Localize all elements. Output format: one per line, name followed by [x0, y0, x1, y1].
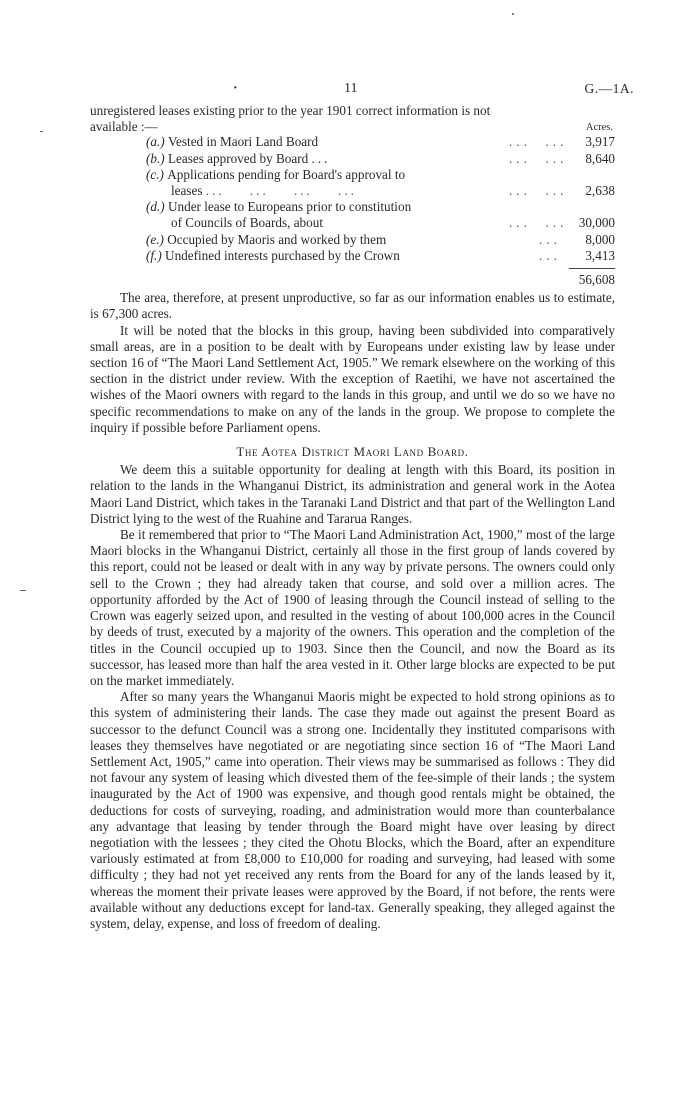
leader-dots: ... ... [509, 183, 568, 199]
list-item-label [146, 134, 509, 150]
item-value: 8,640 [585, 150, 615, 166]
list-item [146, 134, 615, 150]
item-key: (b.) [146, 150, 165, 166]
list-item [146, 232, 615, 248]
leader-dots: ... [539, 247, 561, 263]
item-key: (e.) [146, 231, 164, 247]
paragraph: It will be noted that the blocks in this group, having been subdivided into comparatively small areas, are in a position to be dealt with by Europeans under existing law by lease under section 16 of “The Maori Land Settlement Act, 1905.” We remark elsewhere on the working of this section in the district under review. With the exception of Raetihi, we have not ascertained the wishes of the Maori owners with regard to the lands in this group, and until we do so we have no specific recommendations to make on any of the lands in the group. We propose to complete the inquiry if possible before Parliament opens. [90, 322, 615, 435]
list-item-label: leases ... ... ... ... [171, 183, 357, 199]
item-value: 3,413 [585, 247, 615, 263]
list-item [146, 248, 615, 264]
item-label: Undefined interests purchased by the Crown [165, 247, 400, 263]
item-value: 8,000 [585, 231, 615, 247]
paper-speck [20, 590, 26, 591]
leader-dots: ... ... [509, 215, 568, 231]
intro-line-text: unregistered leases existing prior to the year 1901 correct information is not [90, 103, 491, 118]
acres-column-label: Acres. [585, 122, 613, 134]
leader-dots: ... [539, 231, 561, 247]
header-dot: · [233, 81, 238, 96]
list-item [146, 199, 615, 215]
paragraph: The area, therefore, at present unproductive, so far as our information enables us to estimate, is 67,300 acres. [90, 290, 615, 322]
document-reference: G.—1A. [584, 81, 634, 96]
list-item-continuation [146, 215, 615, 231]
item-key: (a.) [146, 134, 165, 150]
acreage-list [146, 134, 615, 264]
item-label: Vested in Maori Land Board [167, 134, 319, 150]
paragraph: After so many years the Whanganui Maoris might be expected to hold strong opinions as to this system of administering their lands. The case they made out against the present Board as successor to the defunct Council was a strong one. Incidentally they instituted comparisons with leases they themselves have negotiated or are negotiating since section 16 of “The Maori Land Settlement Act, 1905,” came into operation. Their views may be summarised as follows : They did not favour any system of leasing which divested them of the fee-simple of their lands ; the system inaugurated by the Act of 1900 was expensive, and though good rentals might be obtained, the deductions for costs of surveying, roading, and administration would more than counterbalance any advantage that leasing by tender through the Board might have over leasing by direct negotiation with the lessees ; they cited the Ohotu Blocks, which the Board, after an expenditure variously estimated at from £8,000 to £10,000 for roading and surveying, had leased with some difficulty ; they had not yet received any rents from the Board for any of the lands leased by it, whereas the moment their private leases were approved by the Board, if not before, the rents were available without any deductions except for land-tax. Generally speaking, they alleged against the system, delay, expense, and loss of freedom of dealing. [90, 689, 615, 931]
item-key: (d.) [146, 199, 165, 215]
section-heading: The Aotea District Maori Land Board. [236, 444, 469, 460]
paragraph: We deem this a suitable opportunity for dealing at length with this Board, its position in relation to the lands in the Whanganui District, its administration and general work in the Aotea Maori Land District, which takes in the Taranaki Land District and that part of the Wellington Land District lying to the west of the Ruahine and Tararua Ranges. [90, 462, 615, 526]
item-label-continued: of Councils of Boards, about [171, 215, 324, 231]
item-label-continued: leases [171, 183, 203, 199]
page-number: 11 [344, 81, 358, 96]
leader-dots: ... ... [509, 150, 568, 166]
item-label: Under lease to Europeans prior to constitution [167, 199, 412, 215]
body-text [90, 103, 615, 932]
item-key: (f.) [146, 247, 162, 263]
total-rule [569, 268, 615, 269]
list-item [146, 151, 615, 167]
item-label: Applications pending for Board's approval to [167, 166, 406, 182]
list-item-continuation [146, 183, 615, 199]
paper-speck [512, 13, 514, 15]
item-label: Occupied by Maoris and worked by them [167, 231, 387, 247]
item-value: 30,000 [578, 215, 615, 231]
intro-line [90, 103, 615, 119]
paper-speck [40, 131, 43, 132]
acreage-total: 56,608 [578, 272, 615, 288]
leader-dots: ... ... [509, 134, 568, 150]
intro-line-2: available :— [90, 119, 158, 135]
item-value: 3,917 [585, 134, 615, 150]
list-item-label [171, 215, 509, 231]
list-item-label [146, 167, 569, 183]
paragraph: Be it remembered that prior to “The Maori Land Administration Act, 1900,” most of the large Maori blocks in the Whanganui District, certainly all those in the first group of lands covered by this report, could not be leased or dealt with in any way by private persons. The owners could only sell to the Crown ; they had already taken that course, and sold over a million acres. The opportunity afforded by the Act of 1900 of leasing through the Council instead of selling to the Crown was eagerly seized upon, and resulted in the vesting of about 100,000 acres in the Council by deeds of trust, executed by a majority of the owners. This operation and the completion of the titles in the Council occupied up to 1903. Since then the Council, and now the Board as its successor, has leased more than half the area vested in it. Other large blocks are expected to be put on the market immediately. [90, 527, 615, 688]
list-item [146, 167, 615, 183]
item-value: 2,638 [585, 183, 615, 199]
item-label: Leases approved by Board [167, 150, 309, 166]
list-item-label [146, 232, 539, 248]
list-item-label [146, 248, 539, 264]
page-header [0, 81, 700, 99]
list-item-label [146, 199, 569, 215]
item-key: (c.) [146, 166, 164, 182]
list-item-label: (b.) Leases approved by Board ... [146, 150, 331, 166]
